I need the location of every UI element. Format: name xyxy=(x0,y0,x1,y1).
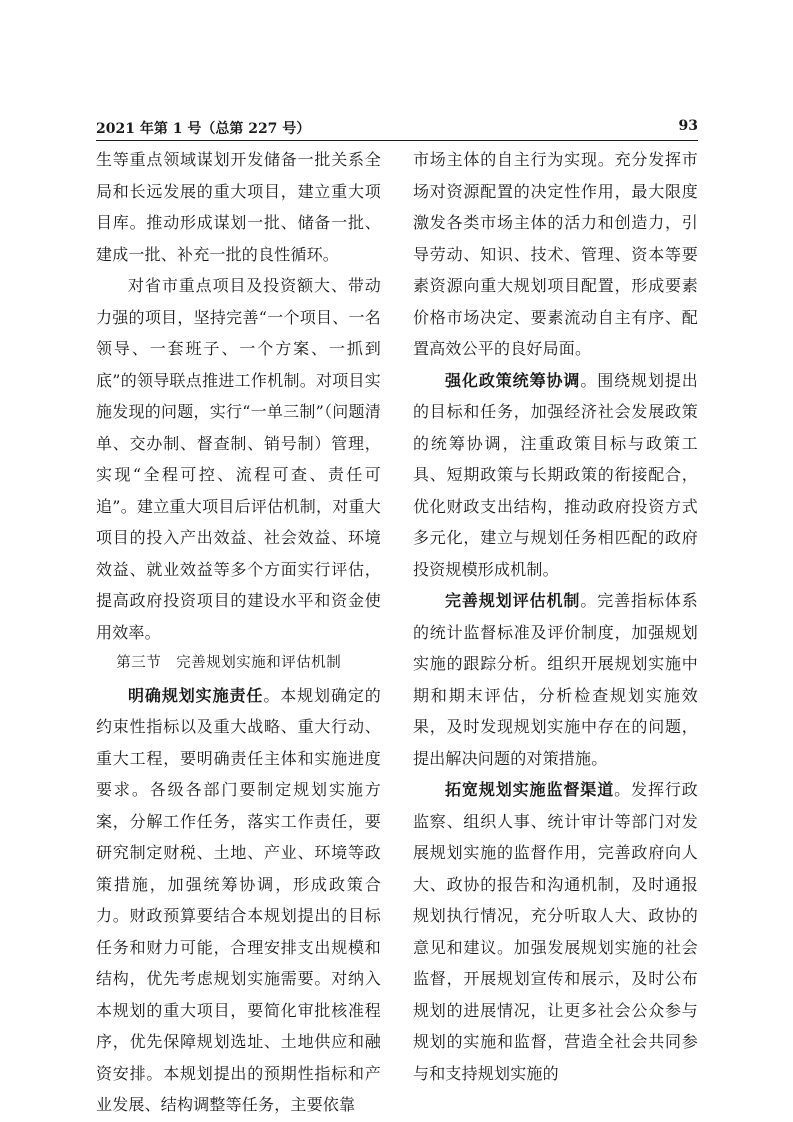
paragraph xyxy=(96,680,381,1121)
paragraph: 市场主体的自主行为实现。充分发挥市场对资源配置的决定性作用，最大限度激发各类市场主体的活力和创造力，引导劳动、知识、技术、管理、资本等要素资源向重大规划项目配置，形成要素价格市场决定、要素流动自主有序、配置高效公平的良好局面。 xyxy=(413,150,698,358)
header-rule xyxy=(96,140,698,141)
right-column xyxy=(413,144,698,1089)
paragraph xyxy=(413,585,698,774)
paragraph-body: 。发挥行政监察、组织人事、统计审计等部门对发展规划实施的监督作用，完善政府向人大、政协的报告和沟通机制，及时通报规划执行情况，充分听取人大、政协的意见和建议。加强发展规划实施的社会监督，开展规划宣传和展示，及时公布规划的进展情况，让更多社会公众参与规划的实施和监督，营造全社会共同参与和支持规划实施的 xyxy=(413,780,698,1083)
paragraph xyxy=(413,774,698,1089)
paragraph-lead: 拓宽规划实施监督渠道 xyxy=(445,780,615,799)
section-heading: 第三节 完善规划实施和评估机制 xyxy=(116,655,342,671)
paragraph-lead: 完善规划评估机制 xyxy=(445,591,581,610)
left-column xyxy=(96,144,381,1121)
paragraph xyxy=(413,365,698,586)
paragraph-body: 。围绕规划提出的目标和任务，加强经济社会发展政策的统筹协调，注重政策目标与政策工具、短期政策与长期政策的衔接配合，优化财政支出结构，推动政府投资方式多元化，建立与规划任务相匹配的政府投资规模形成机制。 xyxy=(413,370,698,579)
paragraph-lead: 明确规划实施责任 xyxy=(128,685,264,705)
paragraph: 对省市重点项目及投资额大、带动力强的项目，坚持完善“一个项目、一名领导、一套班子、一个方案、一抓到底”的领导联点推进工作机制。对项目实施发现的问题，实行“一单三制”（问题清单、交办制、督查制、销号制）管理，实现“全程可控、流程可查、责任可追”。建立重大项目后评估机制，对重大项目的投入产出效益、社会效益、环境效益、就业效益等多个方面实行评估，提高政府投资项目的建设水平和资金使用效率。 xyxy=(96,276,381,642)
paragraph: 生等重点领域谋划开发储备一批关系全局和长远发展的重大项目，建立重大项目库。推动形成谋划一批、储备一批、建成一批、补充一批的良性循环。 xyxy=(96,150,381,264)
paragraph-body: 。完善指标体系的统计监督标准及评价制度，加强规划实施的跟踪分析。组织开展规划实施中期和期末评估，分析检查规划实施效果，及时发现规划实施中存在的问题，提出解决问题的对策措施。 xyxy=(413,591,698,768)
issue-label: 2021 年第 1 号（总第 227 号） xyxy=(96,121,311,137)
paragraph-body: 。本规划确定的约束性指标以及重大战略、重大行动、重大工程，要明确责任主体和实施进度要求。各级各部门要制定规划实施方案，分解工作任务，落实工作责任，要研究制定财税、土地、产业、环境等政策措施，加强统筹协调，形成政策合力。财政预算要结合本规划提出的目标任务和财力可能，合理安排支出规模和结构，优先考虑规划实施需要。对纳入本规划的重大项目，要简化审批核准程序，优先保障规划选址、土地供应和融资安排。本规划提出的预期性指标和产业发展、结构调整等任务，主要依靠 xyxy=(96,685,381,1114)
page-header xyxy=(96,114,698,140)
page-number: 93 xyxy=(678,118,698,134)
paragraph-lead: 强化政策统筹协调 xyxy=(445,370,581,390)
